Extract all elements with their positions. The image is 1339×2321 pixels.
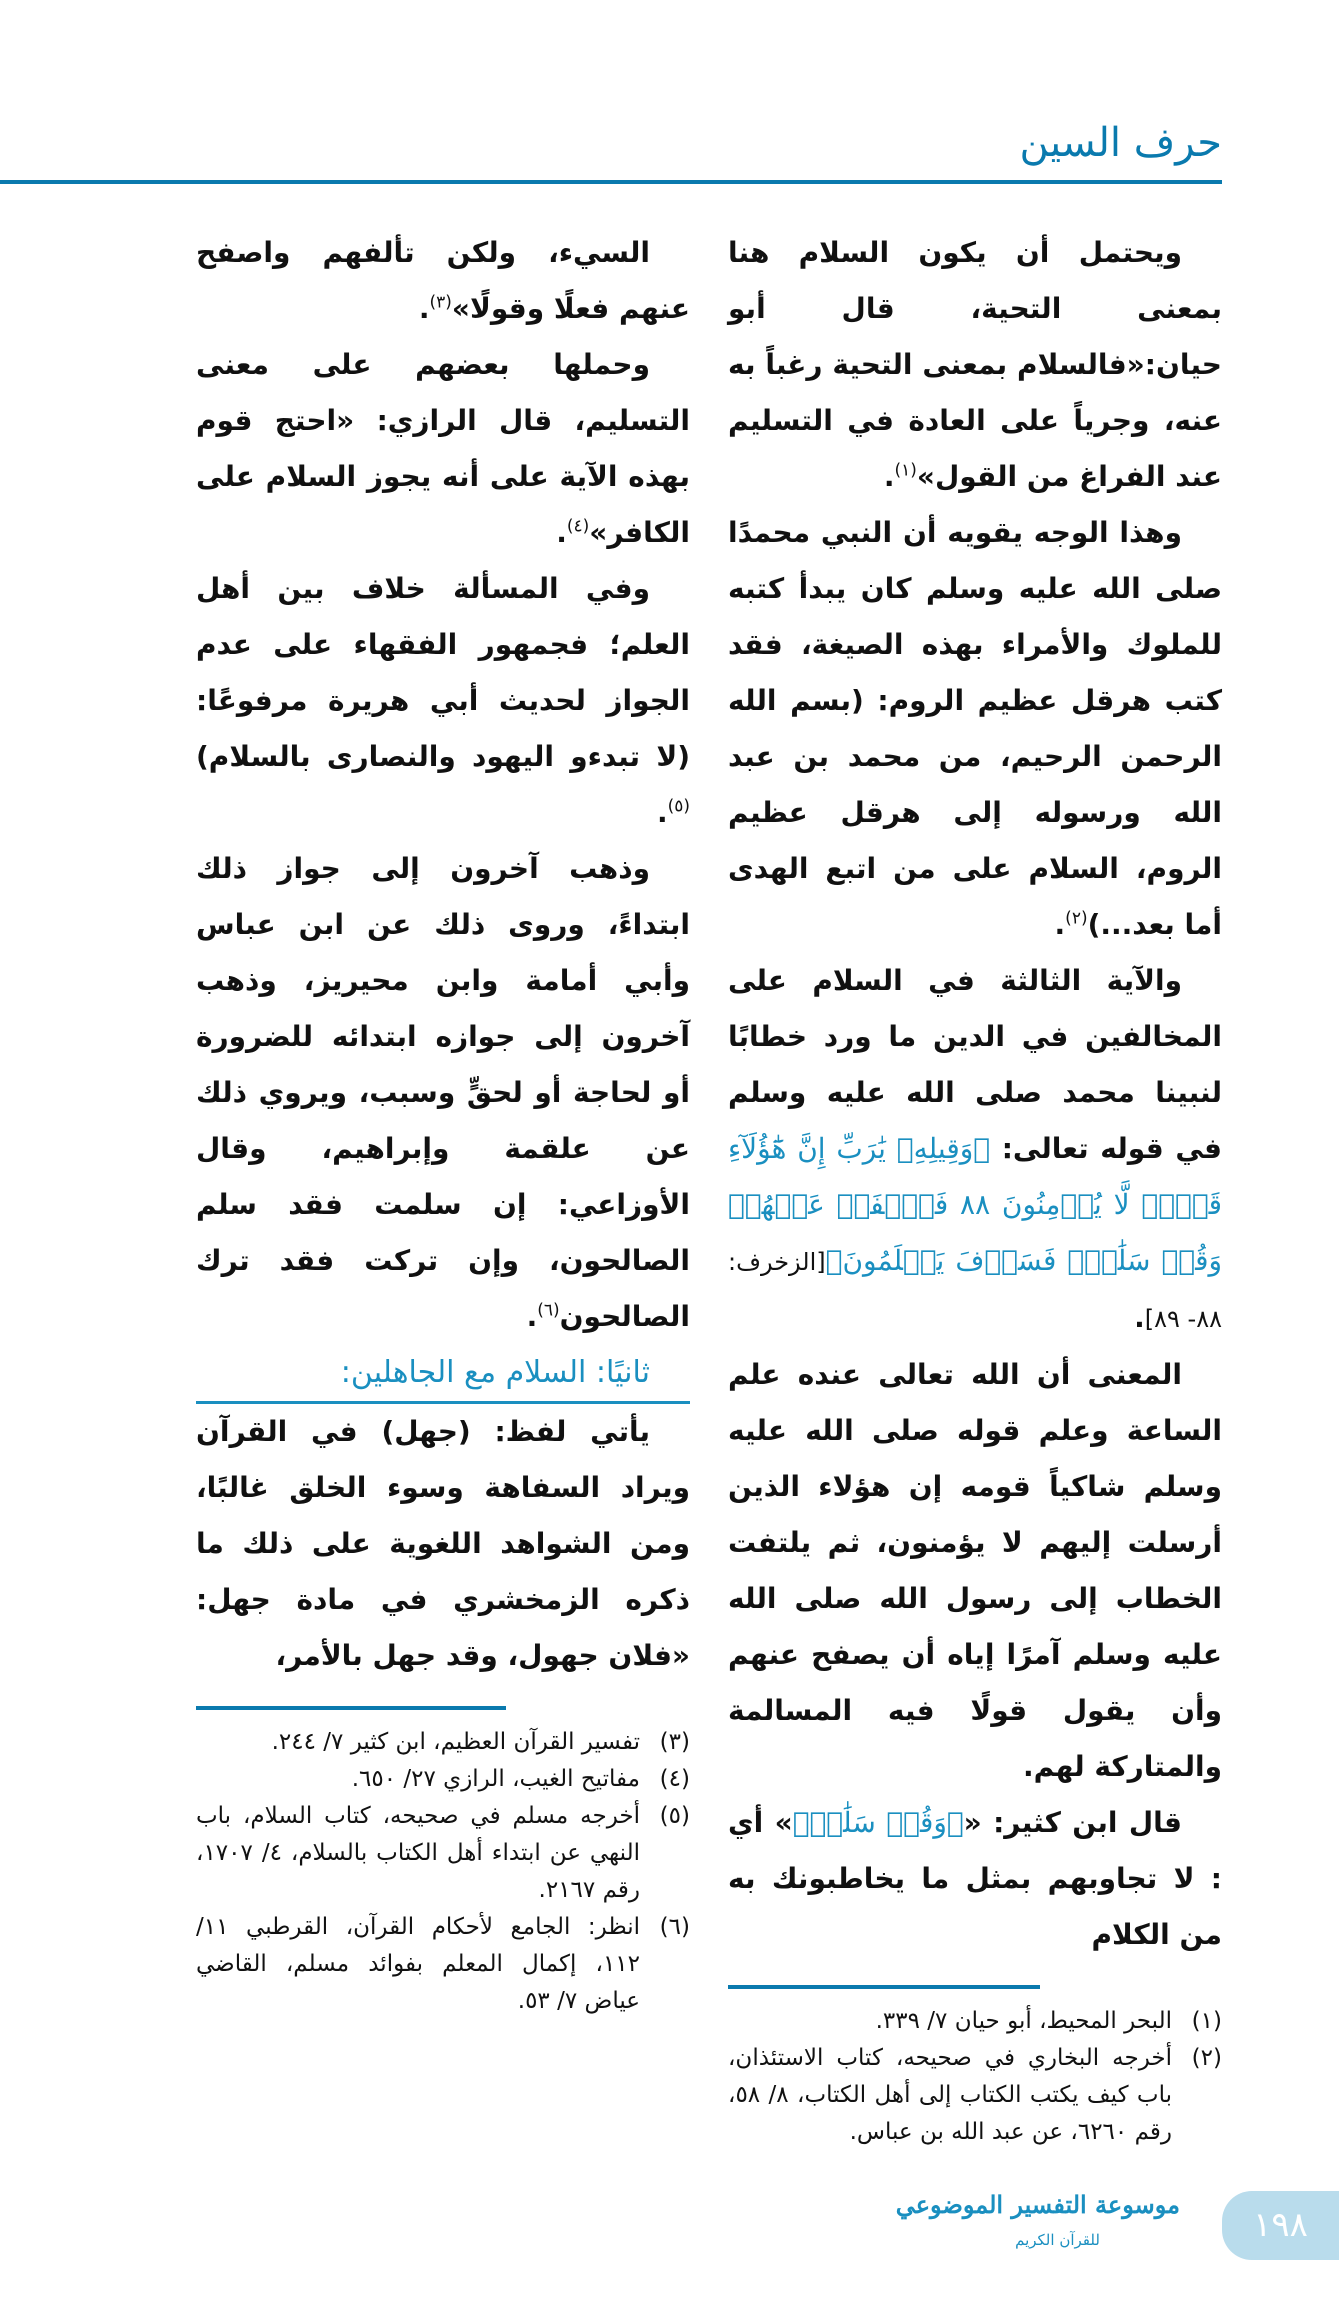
text-segment: ويحتمل أن يكون السلام هنا بمعنى التحية، قال أبو حيان:«فالسلام بمعنى التحية رغباً به عنه، وجرياً على العادة في التسليم عند الفراغ من القول» (728, 236, 1222, 493)
footnote-rule (728, 1985, 1040, 1989)
hadith-text: (بسم الله الرحمن الرحيم، من محمد بن عبد الله ورسوله إلى هرقل عظيم الروم، السلام على من اتبع الهدى أما بعد...) (728, 684, 1222, 941)
quran-verse: ﴿وَقِيلِهِۦ يَٰرَبِّ إِنَّ هَٰٓؤُلَآءِ قَوۡمٞ لَّا يُؤۡمِنُونَ ٨٨ فَٱصۡفَحۡ عَنۡهُمۡ وَقُلۡ سَلَٰمٞۚ فَسَوۡفَ يَعۡلَمُونَ﴾ (728, 1132, 1223, 1277)
paragraph (728, 1347, 1222, 1795)
text-segment: . (1054, 908, 1066, 941)
text-segment: . (883, 460, 895, 493)
footnote-text: أخرجه مسلم في صحيحه، كتاب السلام، باب النهي عن ابتداء أهل الكتاب بالسلام، ٤/ ١٧٠٧، رقم ٢١٦٧. (196, 1803, 640, 1903)
encyclopedia-logo (895, 2181, 1180, 2251)
text-segment: وهذا الوجه يقويه أن النبي محمدًا صلى الله عليه وسلم كان يبدأ كتبه للملوك والأمراء بهذه الصيغة، فقد كتب هرقل عظيم الروم: (728, 516, 1223, 717)
text-segment: قال ابن كثير: « (963, 1806, 1182, 1839)
paragraph (728, 1795, 1222, 1963)
chapter-title: حرف السين (1019, 120, 1222, 166)
text-segment: . (418, 292, 430, 325)
paragraph (728, 225, 1222, 505)
left-column (196, 225, 690, 2020)
footnote (728, 2040, 1222, 2151)
text-segment: . (526, 1300, 538, 1333)
footnote-number: (٤) (659, 1766, 690, 1792)
footnote-ref[interactable]: (٥) (667, 796, 690, 817)
footnote-rule (196, 1706, 506, 1710)
paragraph (728, 953, 1222, 1347)
footnote-number: (٥) (659, 1803, 690, 1829)
logo-title: موسوعة التفسير الموضوعي (895, 2190, 1180, 2219)
hadith-text: (لا تبدءو اليهود والنصارى بالسلام) (196, 740, 690, 773)
right-column (728, 225, 1222, 2151)
text-segment: وذهب آخرون إلى جواز ذلك ابتداءً، وروى ذلك عن ابن عباس وأبي أمامة وابن محيريز، وذهب آخرون إلى جوازه ابتدائه للضرورة أو لحاجة أو لحقٍّ وسبب، ويروي ذلك عن علقمة وإبراهيم، وقال الأوزاعي: إن سلمت فقد سلم الصالحون، وإن تركت فقد ترك الصالحون (196, 852, 690, 1333)
columns (0, 225, 1339, 2151)
section-heading: ثانيًا: السلام مع الجاهلين: (196, 1345, 690, 1404)
text-segment: » أي : لا تجاوبهم بمثل ما يخاطبونك به من الكلام (728, 1806, 1222, 1951)
paragraph (728, 505, 1222, 953)
footnote-number: (٢) (1191, 2045, 1222, 2071)
footnote-ref[interactable]: (٦) (537, 1300, 560, 1321)
paragraph (196, 337, 690, 561)
footnote-ref[interactable]: (٢) (1065, 908, 1088, 929)
footnote (196, 1909, 690, 2020)
footnote-number: (١) (1191, 2008, 1222, 2034)
footnotes-right (728, 2003, 1222, 2151)
footnote (196, 1798, 690, 1909)
text-segment: . (1134, 1301, 1145, 1334)
footnote-number: (٣) (659, 1729, 690, 1755)
footnotes-left (196, 1724, 690, 2020)
text-segment: المعنى أن الله تعالى عنده علم الساعة وعلم قوله صلى الله عليه وسلم شاكياً قومه إن هؤلاء الذين أرسلت إليهم لا يؤمنون، ثم يلتفت الخطاب إلى رسول الله صلى الله عليه وسلم آمرًا إياه أن يصفح عنهم وأن يقول قولًا فيه المسالمة والمتاركة لهم. (728, 1358, 1222, 1783)
text-segment: يأتي لفظ: (جهل) في القرآن ويراد السفاهة وسوء الخلق غالبًا، ومن الشواهد اللغوية على ذلك ما ذكره الزمخشري في مادة جهل: «فلان جهول، وقد جهل بالأمر، (196, 1415, 690, 1672)
text-segment: والآية الثالثة في السلام على المخالفين في الدين ما ورد خطابًا لنبينا محمد صلى الله عليه وسلم في قوله تعالى: (728, 964, 1222, 1165)
footnote-ref[interactable]: (٣) (429, 292, 452, 313)
text-segment: السيء، ولكن تألفهم واصفح عنهم فعلًا وقولًا» (196, 236, 690, 325)
paragraph (196, 1404, 690, 1684)
right-body (728, 225, 1222, 1963)
paragraph (196, 841, 690, 1345)
footnote (196, 1724, 690, 1761)
paragraph (196, 225, 690, 337)
footnote-text: مفاتيح الغيب، الرازي ٢٧/ ٦٥٠. (351, 1766, 640, 1792)
footnote (728, 2003, 1222, 2040)
page-header (0, 0, 1339, 225)
footnote-text: أخرجه البخاري في صحيحه، كتاب الاستئذان، باب كيف يكتب الكتاب إلى أهل الكتاب، ٨/ ٥٨، رقم ٦٢٦٠، عن عبد الله بن عباس. (728, 2045, 1172, 2145)
text-segment: وحملها بعضهم على معنى التسليم، قال الرازي: «احتج قوم بهذه الآية على أنه يجوز السلام على الكافر» (196, 348, 690, 549)
text-segment: . (656, 796, 668, 829)
footnote-text: البحر المحيط، أبو حيان ٧/ ٣٣٩. (875, 2008, 1172, 2034)
text-segment: [الزخرف: ٨٨- ٨٩] (728, 1248, 1222, 1333)
paragraph (196, 561, 690, 841)
quran-verse: ﴿وَقُلۡ سَلَٰمٞ﴾ (792, 1806, 964, 1839)
page-footer (0, 2181, 1339, 2321)
footnote-ref[interactable]: (١) (894, 460, 917, 481)
page-number: ١٩٨ (1222, 2191, 1339, 2260)
text-segment: . (556, 516, 567, 549)
text-segment: وفي المسألة خلاف بين أهل العلم؛ فجمهور الفقهاء على عدم الجواز لحديث أبي هريرة مرفوعًا: (196, 572, 690, 717)
footnote (196, 1761, 690, 1798)
header-rule (0, 180, 1222, 184)
logo-subtitle: للقرآن الكريم (1015, 2231, 1100, 2249)
left-body (196, 225, 690, 1684)
footnote-number: (٦) (659, 1914, 690, 1940)
footnote-ref[interactable]: (٤) (566, 516, 590, 537)
footnote-text: انظر: الجامع لأحكام القرآن، القرطبي ١١/ ١١٢، إكمال المعلم بفوائد مسلم، القاضي عياض ٧/ ٥٣. (196, 1914, 640, 2014)
footnote-text: تفسير القرآن العظيم، ابن كثير ٧/ ٢٤٤. (271, 1729, 640, 1755)
